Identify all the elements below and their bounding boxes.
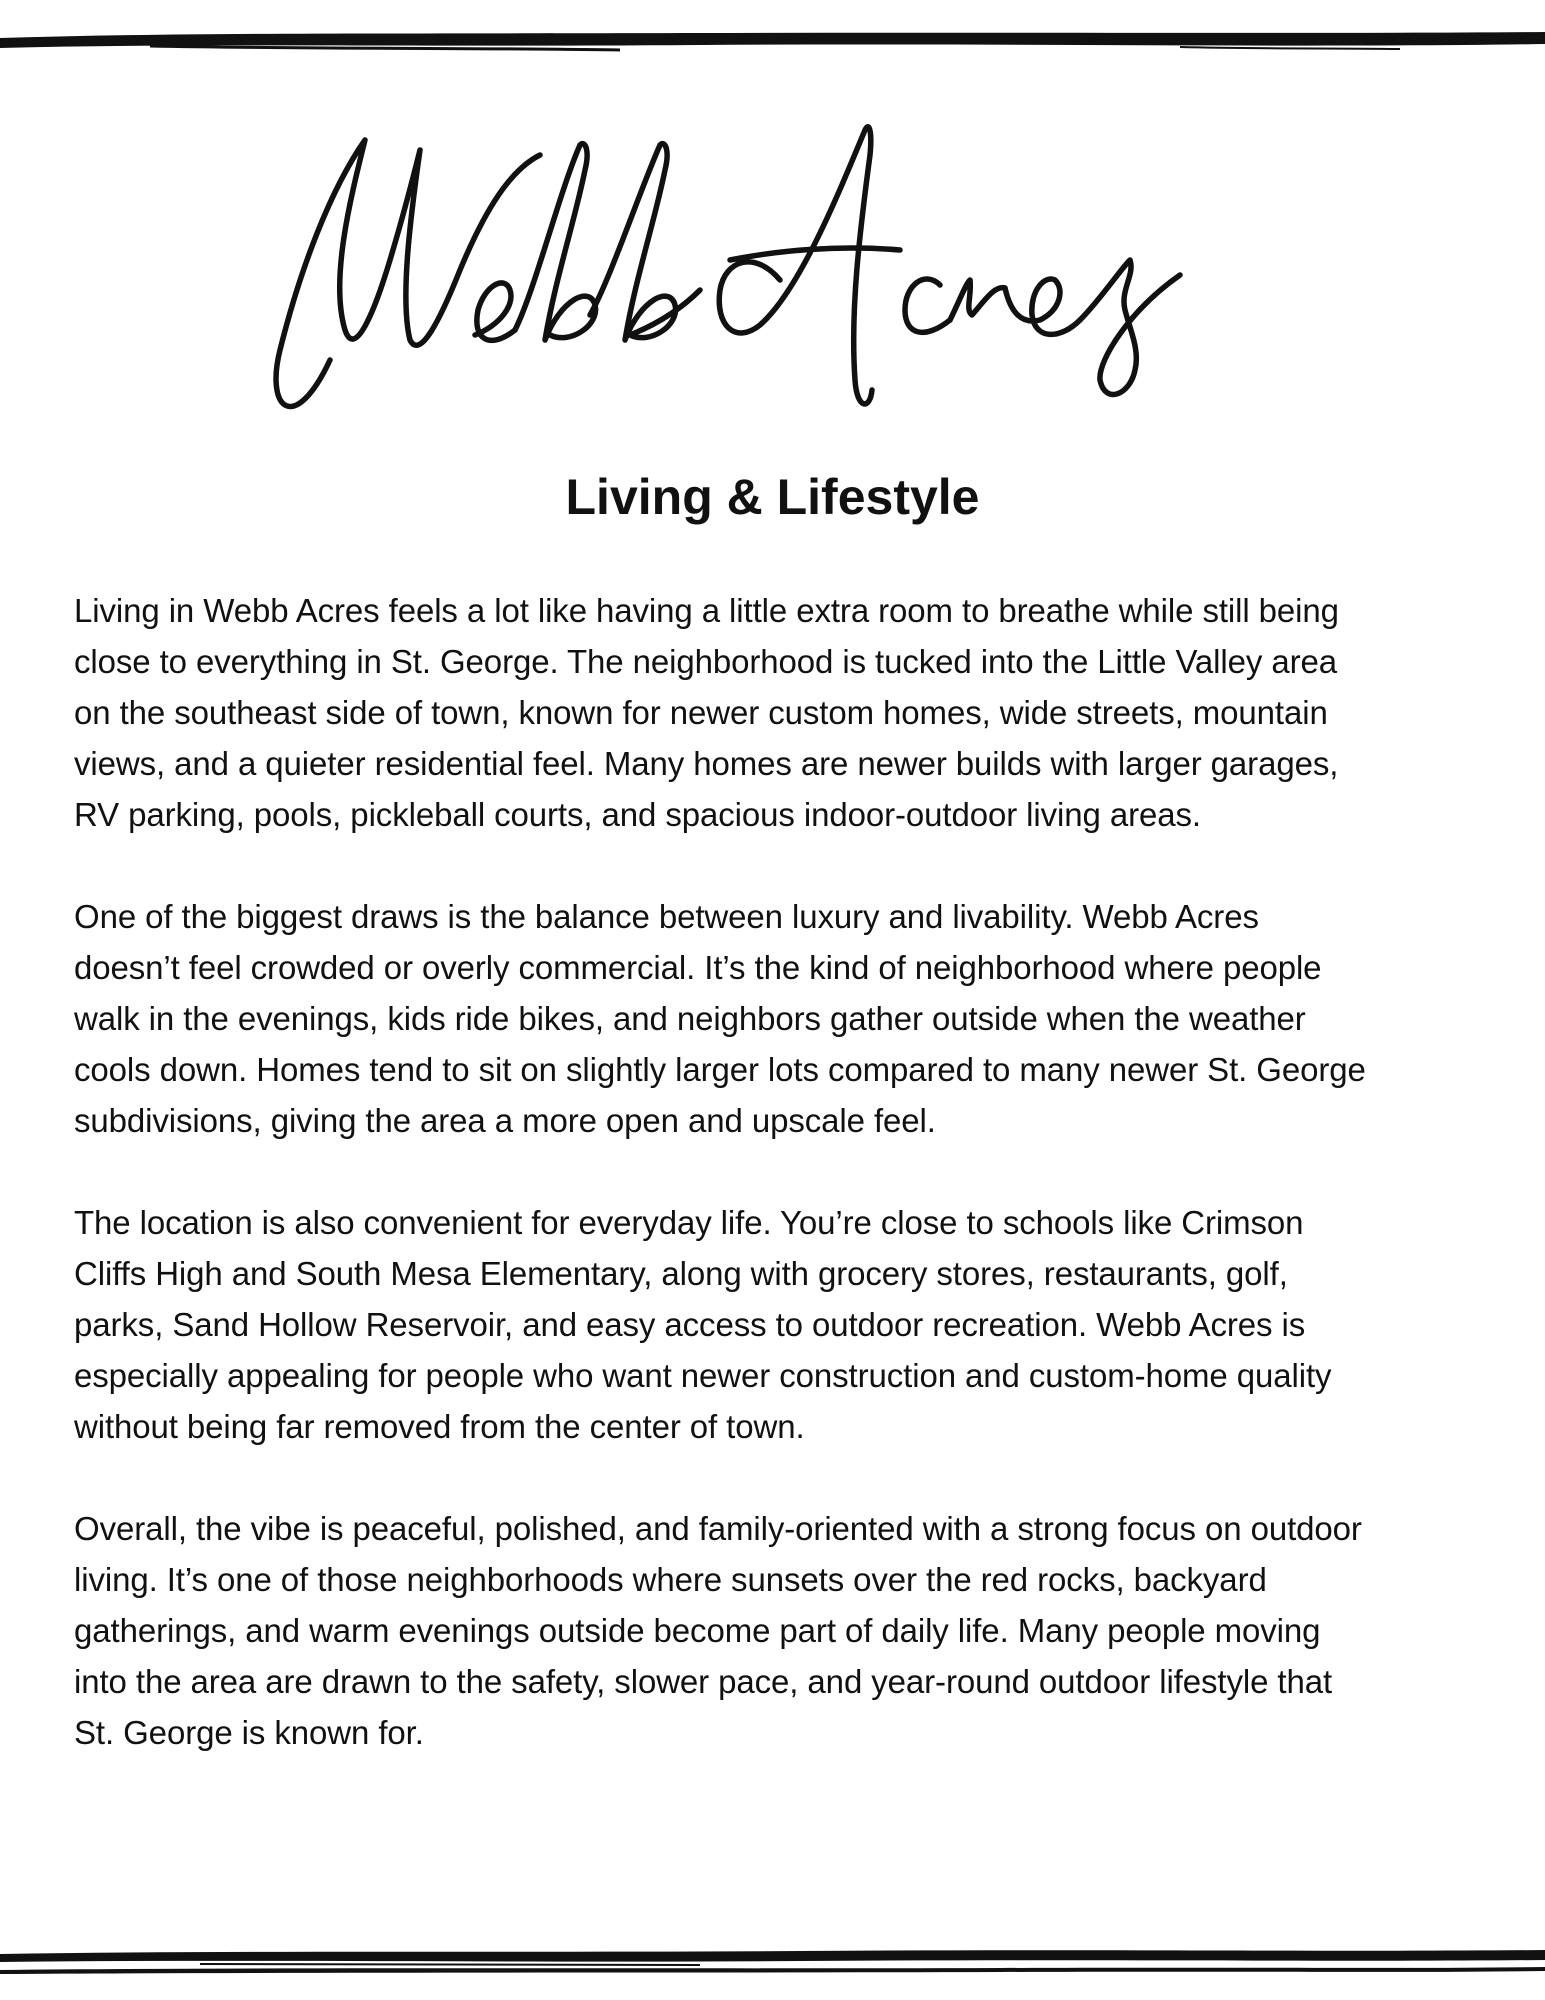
- bottom-border-line: [0, 1940, 1545, 1980]
- text-line: subdivisions, giving the area a more open and upscale feel.: [74, 1102, 936, 1139]
- text-line: especially appealing for people who want newer construction and custom-home quality: [74, 1357, 1332, 1394]
- paragraph-4: [74, 1503, 1484, 1758]
- title-script-logo: [260, 110, 1290, 440]
- text-line: St. George is known for.: [74, 1714, 424, 1751]
- text-line: Cliffs High and South Mesa Elementary, along with grocery stores, restaurants, golf,: [74, 1255, 1288, 1292]
- text-line: living. It’s one of those neighborhoods where sunsets over the red rocks, backyard: [74, 1561, 1267, 1598]
- text-line: The location is also convenient for everyday life. You’re close to schools like Crimson: [74, 1204, 1304, 1241]
- body-text: [74, 585, 1484, 1809]
- text-line: parks, Sand Hollow Reservoir, and easy access to outdoor recreation. Webb Acres is: [74, 1306, 1306, 1343]
- text-line: Living in Webb Acres feels a lot like having a little extra room to breathe while still being: [74, 592, 1339, 629]
- text-line: gatherings, and warm evenings outside become part of daily life. Many people moving: [74, 1612, 1321, 1649]
- text-line: views, and a quieter residential feel. Many homes are newer builds with larger garages,: [74, 745, 1339, 782]
- top-border-line: [0, 18, 1545, 58]
- paragraph-1: [74, 585, 1484, 840]
- text-line: without being far removed from the center of town.: [74, 1408, 805, 1445]
- paragraph-3: [74, 1197, 1484, 1452]
- text-line: One of the biggest draws is the balance between luxury and livability. Webb Acres: [74, 898, 1259, 935]
- paragraph-2: [74, 891, 1484, 1146]
- text-line: Overall, the vibe is peaceful, polished, and family-oriented with a strong focus on outdoor: [74, 1510, 1362, 1547]
- text-line: cools down. Homes tend to sit on slightly larger lots compared to many newer St. George: [74, 1051, 1366, 1088]
- text-line: on the southeast side of town, known for newer custom homes, wide streets, mountain: [74, 694, 1328, 731]
- page-subtitle: Living & Lifestyle: [565, 469, 980, 525]
- text-line: into the area are drawn to the safety, slower pace, and year-round outdoor lifestyle that: [74, 1663, 1333, 1700]
- text-line: walk in the evenings, kids ride bikes, and neighbors gather outside when the weather: [74, 1000, 1306, 1037]
- text-line: doesn’t feel crowded or overly commercial. It’s the kind of neighborhood where people: [74, 949, 1322, 986]
- text-line: close to everything in St. George. The neighborhood is tucked into the Little Valley area: [74, 643, 1337, 680]
- text-line: RV parking, pools, pickleball courts, and spacious indoor-outdoor living areas.: [74, 796, 1201, 833]
